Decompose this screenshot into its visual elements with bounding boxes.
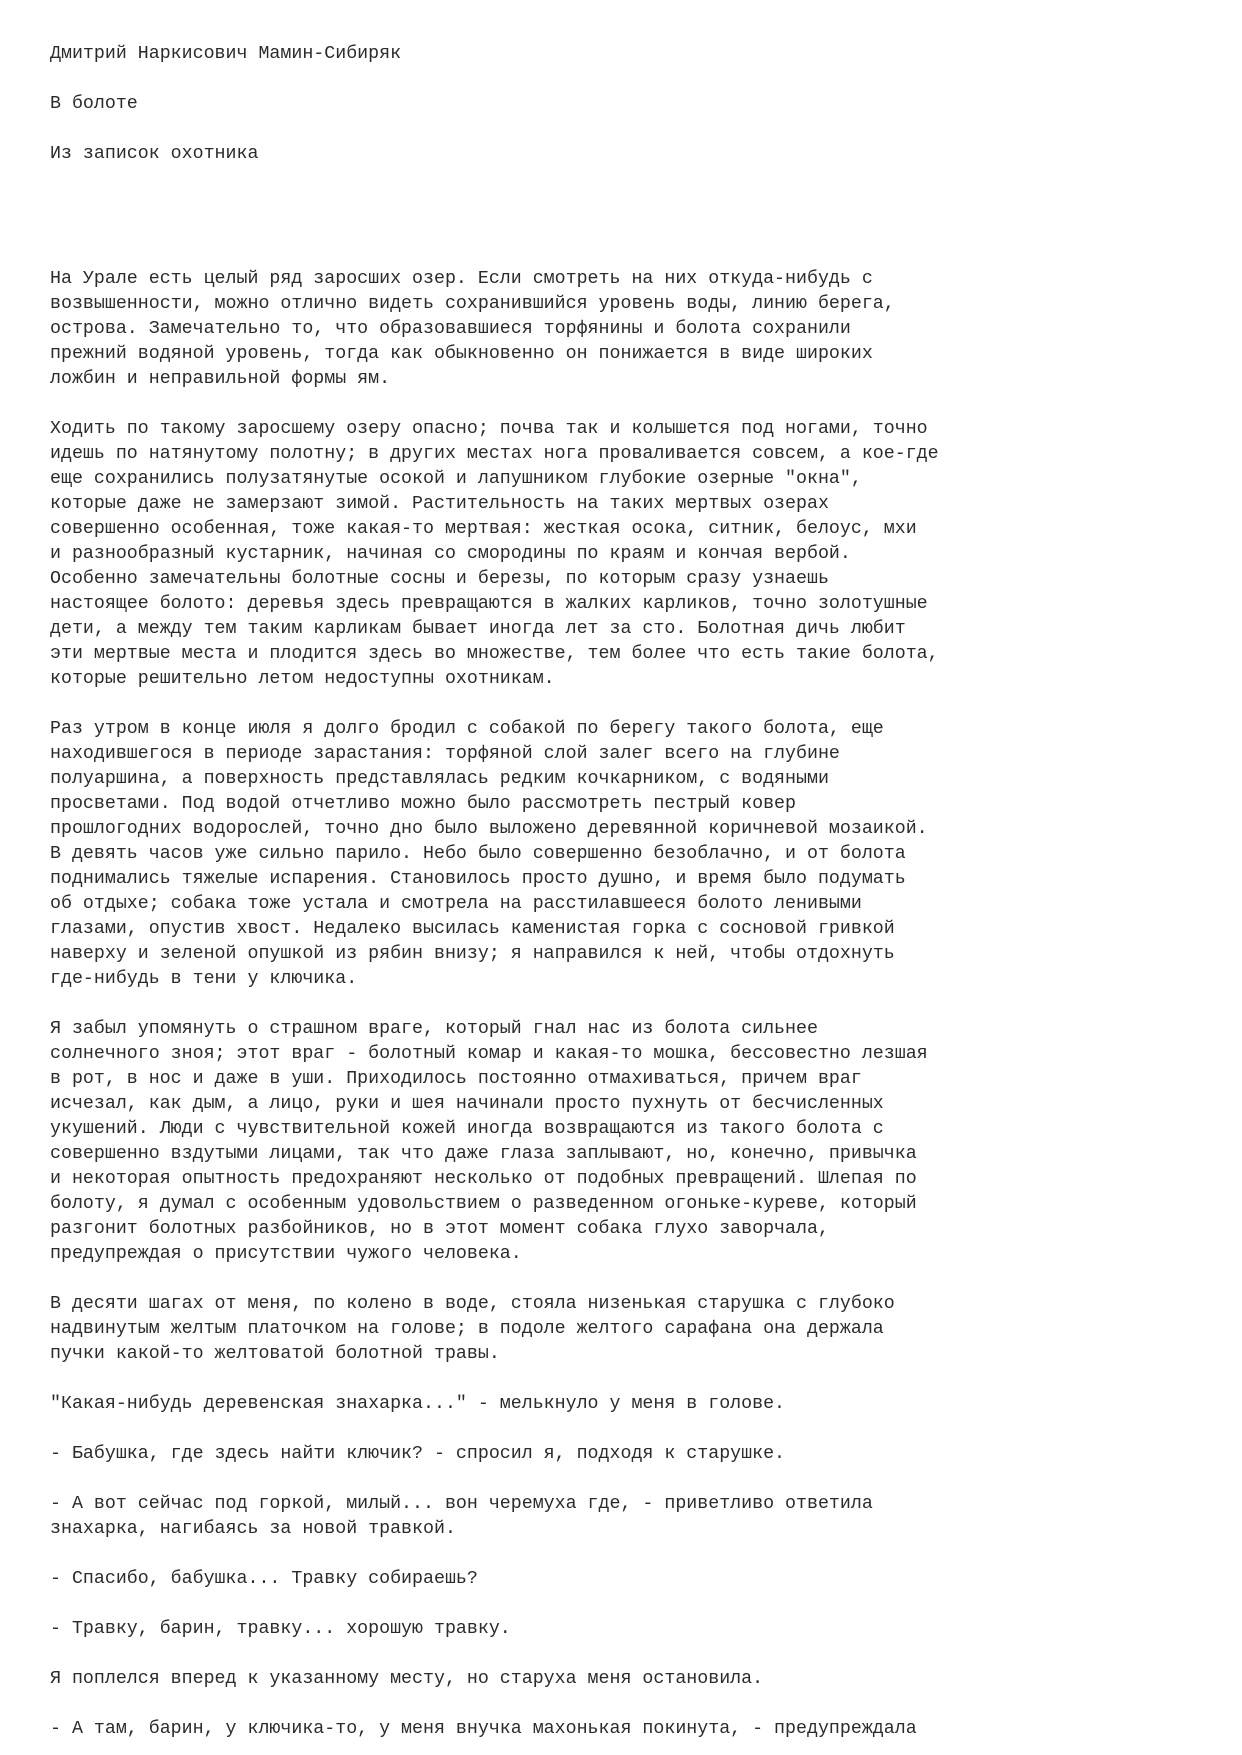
paragraph — [50, 1442, 1200, 1467]
paragraph-gap — [50, 692, 1200, 717]
text-line: совершенно особенная, тоже какая-то мертвая: жесткая осока, ситник, белоус, мхи — [50, 519, 917, 539]
text-line: укушений. Люди с чувствительной кожей иногда возвращаются из такого болота с — [50, 1119, 884, 1139]
paragraph-gap — [50, 1467, 1200, 1492]
paragraph — [50, 1717, 1200, 1742]
text-line: Ходить по такому заросшему озеру опасно; почва так и колышется под ногами, точно — [50, 419, 928, 439]
author-line: Дмитрий Наркисович Мамин-Сибиряк — [50, 44, 402, 64]
paragraph — [50, 1617, 1200, 1642]
text-line: об отдыхе; собака тоже устала и смотрела на расстилавшееся болото ленивыми — [50, 894, 862, 914]
text-line: знахарка, нагибаясь за новой травкой. — [50, 1519, 456, 1539]
story-body — [50, 267, 1200, 1742]
paragraph-gap — [50, 1592, 1200, 1617]
text-line: острова. Замечательно то, что образовавшиеся торфянины и болота сохранили — [50, 319, 851, 339]
paragraph-gap — [50, 992, 1200, 1017]
text-line: ложбин и неправильной формы ям. — [50, 369, 391, 389]
text-line: исчезал, как дым, а лицо, руки и шея начинали просто пухнуть от бесчисленных — [50, 1094, 884, 1114]
paragraph-gap — [50, 1267, 1200, 1292]
text-line: Особенно замечательны болотные сосны и березы, по которым сразу узнаешь — [50, 569, 829, 589]
text-line: возвышенности, можно отлично видеть сохранившийся уровень воды, линию берега, — [50, 294, 895, 314]
story-title: В болоте — [50, 94, 138, 114]
text-line: прошлогодних водорослей, точно дно было выложено деревянной коричневой мозаикой. — [50, 819, 928, 839]
text-line: еще сохранились полузатянутые осокой и лапушником глубокие озерные "окна", — [50, 469, 862, 489]
document-page — [50, 42, 1200, 1742]
paragraph — [50, 1492, 1200, 1542]
paragraph — [50, 1292, 1200, 1367]
paragraph-gap — [50, 1367, 1200, 1392]
paragraph-gap — [50, 1692, 1200, 1717]
text-line: прежний водяной уровень, тогда как обыкновенно он понижается в виде широких — [50, 344, 873, 364]
text-line: глазами, опустив хвост. Недалеко высилась каменистая горка с сосновой гривкой — [50, 919, 895, 939]
text-line: и разнообразный кустарник, начиная со смородины по краям и кончая вербой. — [50, 544, 851, 564]
text-line: - Травку, барин, травку... хорошую травку. — [50, 1619, 511, 1639]
paragraph-gap — [50, 1542, 1200, 1567]
text-line: эти мертвые места и плодится здесь во множестве, тем более что есть такие болота, — [50, 644, 939, 664]
text-line: находившегося в периоде зарастания: торфяной слой залег всего на глубине — [50, 744, 840, 764]
text-line: Я забыл упомянуть о страшном враге, который гнал нас из болота сильнее — [50, 1019, 818, 1039]
text-line: болоту, я думал с особенным удовольствием о разведенном огоньке-куреве, который — [50, 1194, 917, 1214]
text-line: солнечного зноя; этот враг - болотный комар и какая-то мошка, бессовестно лезшая — [50, 1044, 928, 1064]
text-line: "Какая-нибудь деревенская знахарка..." - мелькнуло у меня в голове. — [50, 1394, 786, 1414]
text-line: в рот, в нос и даже в уши. Приходилось постоянно отмахиваться, причем враг — [50, 1069, 862, 1089]
text-line: дети, а между тем таким карликам бывает иногда лет за сто. Болотная дичь любит — [50, 619, 906, 639]
text-line: поднимались тяжелые испарения. Становилось просто душно, и время было подумать — [50, 869, 906, 889]
paragraph — [50, 1392, 1200, 1417]
text-line: предупреждая о присутствии чужого человека. — [50, 1244, 522, 1264]
paragraph — [50, 1567, 1200, 1592]
paragraph — [50, 267, 1200, 392]
text-line: просветами. Под водой отчетливо можно было рассмотреть пестрый ковер — [50, 794, 796, 814]
paragraph — [50, 1017, 1200, 1267]
paragraph — [50, 417, 1200, 692]
paragraph — [50, 717, 1200, 992]
text-line: и некоторая опытность предохраняют несколько от подобных превращений. Шлепая по — [50, 1169, 917, 1189]
text-line: - А там, барин, у ключика-то, у меня внучка махонькая покинута, - предупреждала — [50, 1719, 917, 1739]
text-line: совершенно вздутыми лицами, так что даже глаза заплывают, но, конечно, привычка — [50, 1144, 917, 1164]
text-line: полуаршина, а поверхность представлялась редким кочкарником, с водяными — [50, 769, 829, 789]
paragraph-gap — [50, 392, 1200, 417]
text-line: Раз утром в конце июля я долго бродил с собакой по берегу такого болота, еще — [50, 719, 884, 739]
text-line: надвинутым желтым платочком на голове; в подоле желтого сарафана она держала — [50, 1319, 884, 1339]
text-line: где-нибудь в тени у ключика. — [50, 969, 358, 989]
text-line: - Бабушка, где здесь найти ключик? - спросил я, подходя к старушке. — [50, 1444, 786, 1464]
text-line: Я поплелся вперед к указанному месту, но старуха меня остановила. — [50, 1669, 764, 1689]
story-subtitle: Из записок охотника — [50, 144, 259, 164]
text-line: идешь по натянутому полотну; в других местах нога проваливается совсем, а кое-где — [50, 444, 939, 464]
text-line: настоящее болото: деревья здесь превращаются в жалких карликов, точно золотушные — [50, 594, 928, 614]
text-line: - А вот сейчас под горкой, милый... вон черемуха где, - приветливо ответила — [50, 1494, 873, 1514]
text-line: которые решительно летом недоступны охотникам. — [50, 669, 555, 689]
paragraph-gap — [50, 1417, 1200, 1442]
paragraph-gap — [50, 1642, 1200, 1667]
text-line: которые даже не замерзают зимой. Растительность на таких мертвых озерах — [50, 494, 829, 514]
text-line: В десяти шагах от меня, по колено в воде, стояла низенькая старушка с глубоко — [50, 1294, 895, 1314]
text-line: разгонит болотных разбойников, но в этот момент собака глухо заворчала, — [50, 1219, 829, 1239]
text-line: На Урале есть целый ряд заросших озер. Если смотреть на них откуда-нибудь с — [50, 269, 873, 289]
text-line: пучки какой-то желтоватой болотной травы. — [50, 1344, 500, 1364]
text-line: В девять часов уже сильно парило. Небо было совершенно безоблачно, и от болота — [50, 844, 906, 864]
text-line: - Спасибо, бабушка... Травку собираешь? — [50, 1569, 478, 1589]
paragraph — [50, 1667, 1200, 1692]
text-line: наверху и зеленой опушкой из рябин внизу; я направился к ней, чтобы отдохнуть — [50, 944, 895, 964]
